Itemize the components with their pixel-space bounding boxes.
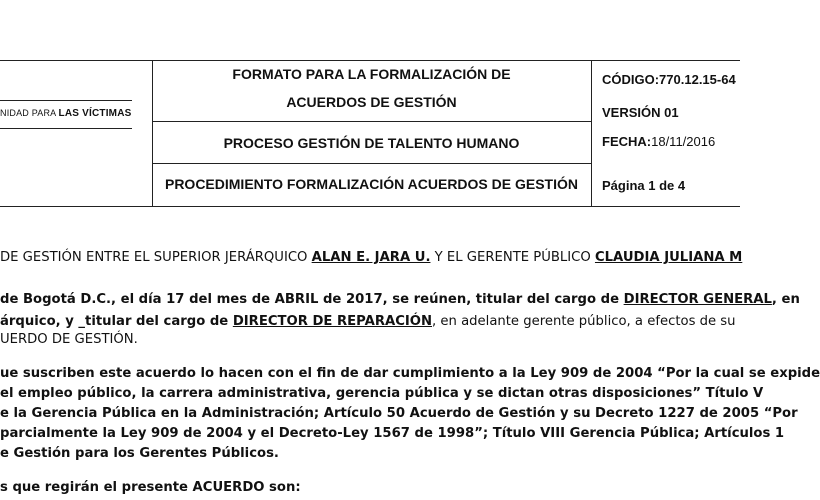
heading-text-b: Y EL GERENTE PÚBLICO [430, 250, 595, 265]
logo-rule-top [0, 100, 132, 101]
paragraph-2-line-1 [0, 292, 800, 307]
paragraph-2-line-3: UERDO DE GESTIÓN. [0, 332, 138, 347]
procedure-name: PROCEDIMIENTO FORMALIZACIÓN ACUERDOS DE GESTIÓN [164, 176, 578, 192]
document-date [602, 134, 715, 149]
document-version: VERSIÓN 01 [602, 105, 679, 120]
document-code: CÓDIGO:770.12.15-64 [602, 72, 736, 87]
logo-text-strong: LAS VÍCTIMAS [58, 108, 132, 119]
header-row-divider-1 [152, 121, 591, 122]
paragraph-2-line-2 [0, 314, 760, 329]
document-title-line2: ACUERDOS DE GESTIÓN [286, 94, 457, 110]
header-bottom-border [0, 206, 740, 207]
header-divider-meta [591, 60, 592, 206]
gerente-name: CLAUDIA JULIANA M [594, 250, 743, 265]
paragraph-3-line-1: ue suscriben este acuerdo lo hacen con el fin de dar cumplimiento a la Ley 909 de 2004 “Por la cual se expide [0, 366, 820, 381]
page-number: Página 1 de 4 [602, 178, 686, 193]
superior-name: ALAN E. JARA U. [311, 250, 431, 265]
p2-l1-text: de Bogotá D.C., el día 17 del mes de ABRIL de 2017, se reúnen, titular del cargo de [0, 292, 624, 307]
paragraph-3-line-4: parcialmente la Ley 909 de 2004 y el Decreto-Ley 1567 de 1998”; Título VIII Gerencia Pública; Artículos 1 [0, 426, 785, 441]
p2-l1-end: , en [771, 292, 800, 307]
header-top-border [0, 60, 740, 61]
p2-l2-end: , en adelante gerente público, a efectos de su [432, 314, 736, 329]
director-reparacion-cargo: DIRECTOR DE REPARACIÓN [232, 314, 433, 329]
heading-text-a: DE GESTIÓN ENTRE EL SUPERIOR JERÁRQUICO [0, 250, 312, 265]
paragraph-3-line-5: e Gestión para los Gerentes Públicos. [0, 446, 279, 461]
logo-rule-bottom [0, 128, 132, 129]
p2-l2-text: árquico, y _titular del cargo de [0, 314, 233, 329]
process-name: PROCESO GESTIÓN DE TALENTO HUMANO [223, 135, 520, 151]
paragraph-3-line-2: el empleo público, la carrera administrativa, gerencia pública y se dictan otras disposiciones” Título V [0, 386, 764, 401]
date-value: 18/11/2016 [651, 134, 716, 149]
director-general-cargo: DIRECTOR GENERAL [623, 292, 772, 307]
paragraph-3-line-3: e la Gerencia Pública en la Administración; Artículo 50 Acuerdo de Gestión y su Decreto 1227 de 2005 “Por [0, 406, 798, 421]
header-row-divider-2 [152, 163, 591, 164]
document-title-line1: FORMATO PARA LA FORMALIZACIÓN DE [232, 66, 511, 82]
logo-text [0, 108, 132, 119]
paragraph-4: s que regirán el presente ACUERDO son: [0, 480, 301, 495]
agreement-heading [0, 250, 760, 265]
date-label: FECHA: [602, 134, 652, 149]
logo-text-prefix: NIDAD PARA [0, 108, 59, 118]
